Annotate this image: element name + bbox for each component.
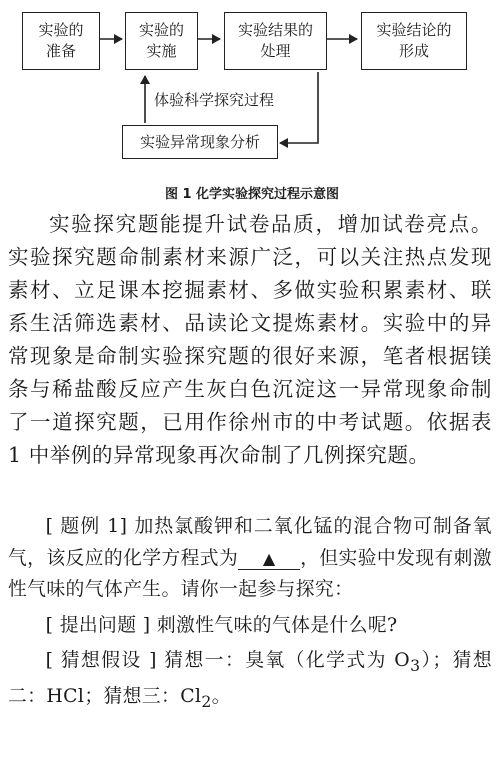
box-preparation: 实验的 准备 — [22, 12, 100, 70]
example-1-text-a: [ 题例 1] 加热氯酸钾和二氧化锰的混合物可制备氧气，该反应的化学方程式为 — [8, 516, 492, 569]
box-conclusion: 实验结论的 形成 — [361, 12, 467, 70]
hypothesis-text-c: 。 — [211, 686, 231, 708]
box-implementation: 实验的 实施 — [125, 12, 198, 70]
flow-diagram — [0, 0, 504, 182]
example-1-hypothesis — [8, 645, 492, 718]
example-1-problem: [ 提出问题 ] 刺激性气味的气体是什么呢? — [45, 614, 398, 636]
label-experience-inquiry: 体验科学探究过程 — [154, 91, 275, 109]
box-result-processing: 实验结果的 处理 — [224, 12, 327, 70]
hypothesis-text-b: ）；猜想二：HCl；猜想三：Cl — [8, 650, 492, 708]
arrow-3-to-bottom — [280, 72, 318, 143]
box-anomaly-analysis: 实验异常现象分析 — [122, 125, 278, 159]
example-1-question — [8, 511, 492, 606]
hypothesis-text-a: [ 猜想假设 ] 猜想一：臭氧（化学式为 O — [45, 650, 411, 671]
figure-caption: 图 1 化学实验探究过程示意图 — [164, 187, 340, 202]
answer-blank: ▲ — [238, 549, 300, 570]
cl2-subscript: 2 — [201, 692, 212, 711]
example-1 — [8, 511, 492, 722]
o3-subscript: 3 — [410, 655, 421, 675]
body-text — [8, 208, 492, 472]
example-1-text-b: ，但实验中发现有刺激性气味的气体产生。请你一起参与探究： — [8, 547, 492, 600]
intro-paragraph: 实验探究题能提升试卷品质，增加试卷亮点。实验探究题命制素材来源广泛，可以关注热点发现素材、立足课本挖掘素材、多做实验积累素材、联系生活筛选素材、品读论文提炼素材。实验中的异常现象是命制实验探究题的很好来源，笔者根据镁条与稀盐酸反应产生灰白色沉淀这一异常现象命制了一道探究题，已用作徐州市的中考试题。依据表 1 中举例的异常现象再次命制了几例探究题。 — [8, 212, 492, 467]
